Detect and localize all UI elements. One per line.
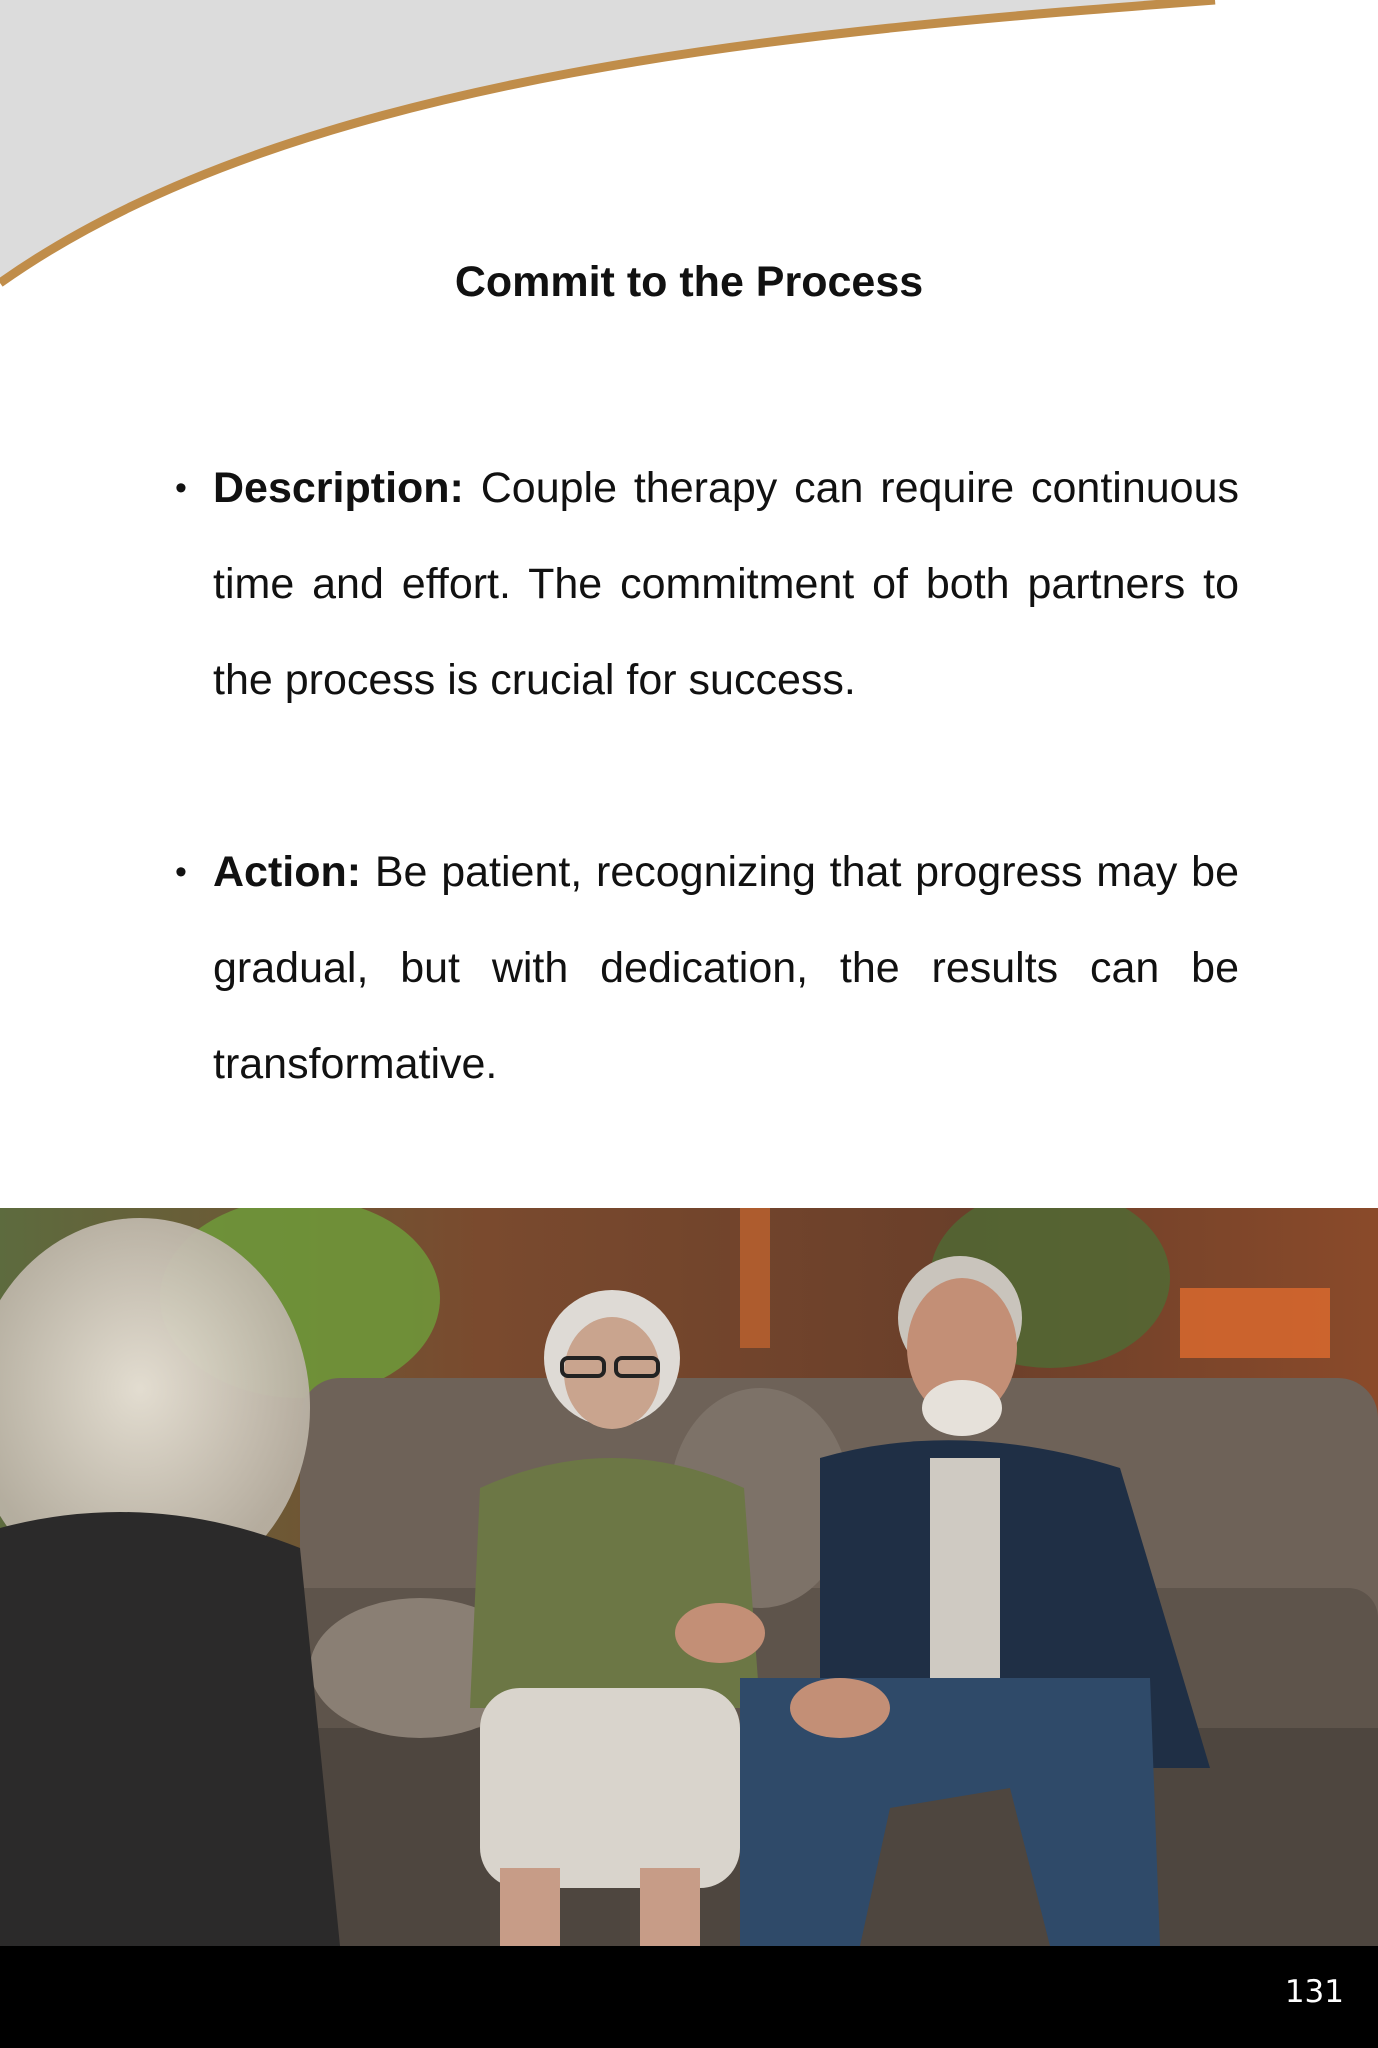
bullet-label: Description: <box>213 464 464 512</box>
footer-bar <box>0 1946 1378 2048</box>
page-number: 131 <box>1284 1974 1344 2010</box>
bullet-text: Couple therapy can require continuous time and effort. The commitment of both partners to the process is crucial for success. <box>213 464 1239 704</box>
bullet-label: Action: <box>213 848 362 896</box>
bullet-action <box>213 824 1239 1112</box>
bullet-description <box>213 440 1239 728</box>
header-decoration <box>0 0 1378 300</box>
page-title: Commit to the Process <box>454 258 924 306</box>
therapy-session-photo <box>0 1208 1378 1946</box>
bullet-text: Be patient, recognizing that progress may be gradual, but with dedication, the results can be transformative. <box>213 848 1240 1088</box>
bullet-list <box>213 440 1239 1208</box>
